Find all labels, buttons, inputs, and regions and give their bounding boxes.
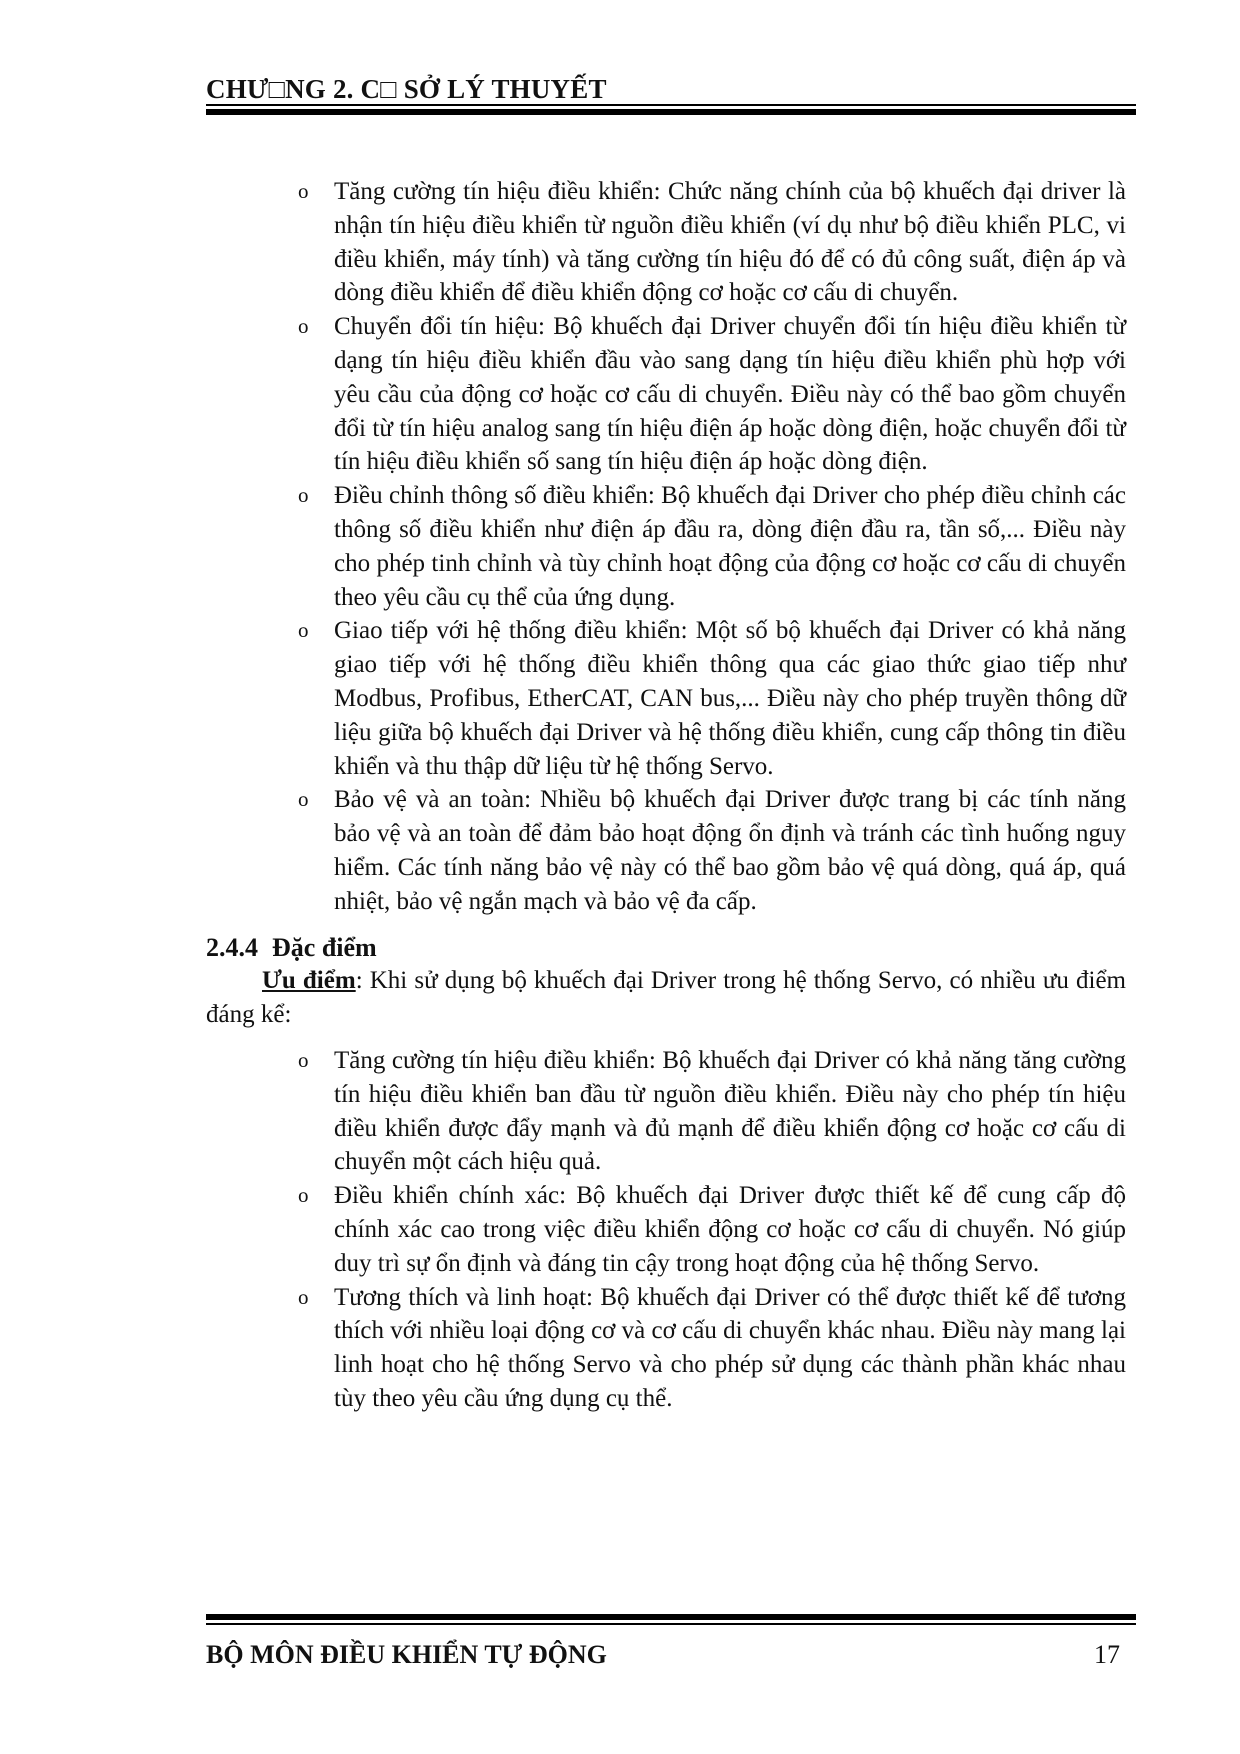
advantages-text: : Khi sử dụng bộ khuếch đại Driver trong hệ thống Servo, có nhiều ưu điểm đáng kể:: [206, 967, 1126, 1029]
list-item: [206, 614, 1126, 783]
advantages-list: [206, 1044, 1126, 1416]
function-list: [206, 175, 1126, 919]
list-item-text: Tăng cường tín hiệu điều khiển: Chức năng chính của bộ khuếch đại driver là nhận tín hiệu điều khiển từ nguồn điều khiển (ví dụ như bộ điều khiển PLC, vi điều khiển, máy tính) và tăng cường tín hiệu đó để có đủ công suất, điện áp và dòng điều khiển để điều khiển động cơ hoặc cơ cấu di chuyển.: [334, 178, 1126, 307]
list-item-text: Điều chỉnh thông số điều khiển: Bộ khuếch đại Driver cho phép điều chỉnh các thông số điều khiển như điện áp đầu ra, dòng điện đầu ra, tần số,... Điều này cho phép tinh chỉnh và tùy chỉnh hoạt động của động cơ hoặc cơ cấu di chuyển theo yêu cầu cụ thể của ứng dụng.: [334, 482, 1126, 611]
list-item-text: Giao tiếp với hệ thống điều khiển: Một số bộ khuếch đại Driver có khả năng giao tiếp với hệ thống điều khiển thông qua các giao thức giao tiếp như Modbus, Profibus, EtherCAT, CAN bus,... Điều này cho phép truyền thông dữ liệu giữa bộ khuếch đại Driver và hệ thống điều khiển, cung cấp thông tin điều khiển và thu thập dữ liệu từ hệ thống Servo.: [334, 617, 1126, 780]
page-body: [206, 175, 1126, 1416]
section-number: 2.4.4: [206, 932, 258, 962]
bullet-marker: o: [298, 1284, 309, 1309]
department-name: BỘ MÔN ĐIỀU KHIỂN TỰ ĐỘNG: [206, 1640, 607, 1669]
list-item: [206, 1044, 1126, 1179]
list-item-text: Bảo vệ và an toàn: Nhiều bộ khuếch đại Driver được trang bị các tính năng bảo vệ và an toàn để đảm bảo hoạt động ổn định và tránh các tình huống nguy hiểm. Các tính năng bảo vệ này có thể bao gồm bảo vệ quá dòng, quá áp, quá nhiệt, bảo vệ ngắn mạch và bảo vệ đa cấp.: [334, 786, 1126, 915]
bullet-marker: o: [298, 314, 309, 339]
advantages-paragraph: [206, 964, 1126, 1032]
bullet-marker: o: [298, 787, 309, 812]
list-item-text: Tương thích và linh hoạt: Bộ khuếch đại Driver có thể được thiết kế để tương thích với nhiều loại động cơ và cơ cấu di chuyển khác nhau. Điều này mang lại linh hoạt cho hệ thống Servo và cho phép sử dụng các thành phần khác nhau tùy theo yêu cầu ứng dụng cụ thể.: [334, 1283, 1126, 1412]
list-item: [206, 175, 1126, 310]
footer-rule-thin: [206, 1623, 1136, 1625]
bullet-marker: o: [298, 1047, 309, 1072]
list-item: [206, 310, 1126, 479]
bullet-marker: o: [298, 483, 309, 508]
header-rule-thick: [206, 109, 1136, 115]
list-item: [206, 783, 1126, 918]
chapter-title: CHƯ□NG 2. C□ SỞ LÝ THUYẾT: [206, 74, 607, 104]
list-item: [206, 479, 1126, 614]
list-item-text: Điều khiển chính xác: Bộ khuếch đại Driver được thiết kế để cung cấp độ chính xác cao trong việc điều khiển động cơ hoặc cơ cấu di chuyển. Nó giúp duy trì sự ổn định và đáng tin cậy trong hoạt động của hệ thống Servo.: [334, 1182, 1126, 1277]
footer-rule-thick: [206, 1614, 1136, 1620]
bullet-marker: o: [298, 179, 309, 203]
list-item: [206, 1179, 1126, 1280]
section-heading: [206, 931, 1126, 965]
page-number: 17: [1094, 1640, 1120, 1669]
section-title: Đặc điểm: [272, 932, 377, 962]
bullet-marker: o: [298, 1183, 309, 1208]
header-rule-thin: [206, 104, 1136, 106]
advantages-lead: Ưu điểm: [262, 967, 356, 995]
list-item-text: Tăng cường tín hiệu điều khiển: Bộ khuếch đại Driver có khả năng tăng cường tín hiệu điều khiển ban đầu từ nguồn điều khiển. Điều này cho phép tín hiệu điều khiển được đẩy mạnh và đủ mạnh để điều khiển động cơ hoặc cơ cấu di chuyển một cách hiệu quả.: [334, 1046, 1126, 1176]
bullet-marker: o: [298, 618, 309, 643]
list-item: [206, 1281, 1126, 1416]
list-item-text: Chuyển đổi tín hiệu: Bộ khuếch đại Driver chuyển đổi tín hiệu điều khiển từ dạng tín hiệu điều khiển đầu vào sang dạng tín hiệu điều khiển phù hợp với yêu cầu của động cơ hoặc cơ cấu di chuyển. Điều này có thể bao gồm chuyển đổi từ tín hiệu analog sang tín hiệu điện áp hoặc dòng điện, hoặc chuyển đổi từ tín hiệu điều khiển số sang tín hiệu điện áp hoặc dòng điện.: [334, 313, 1126, 476]
